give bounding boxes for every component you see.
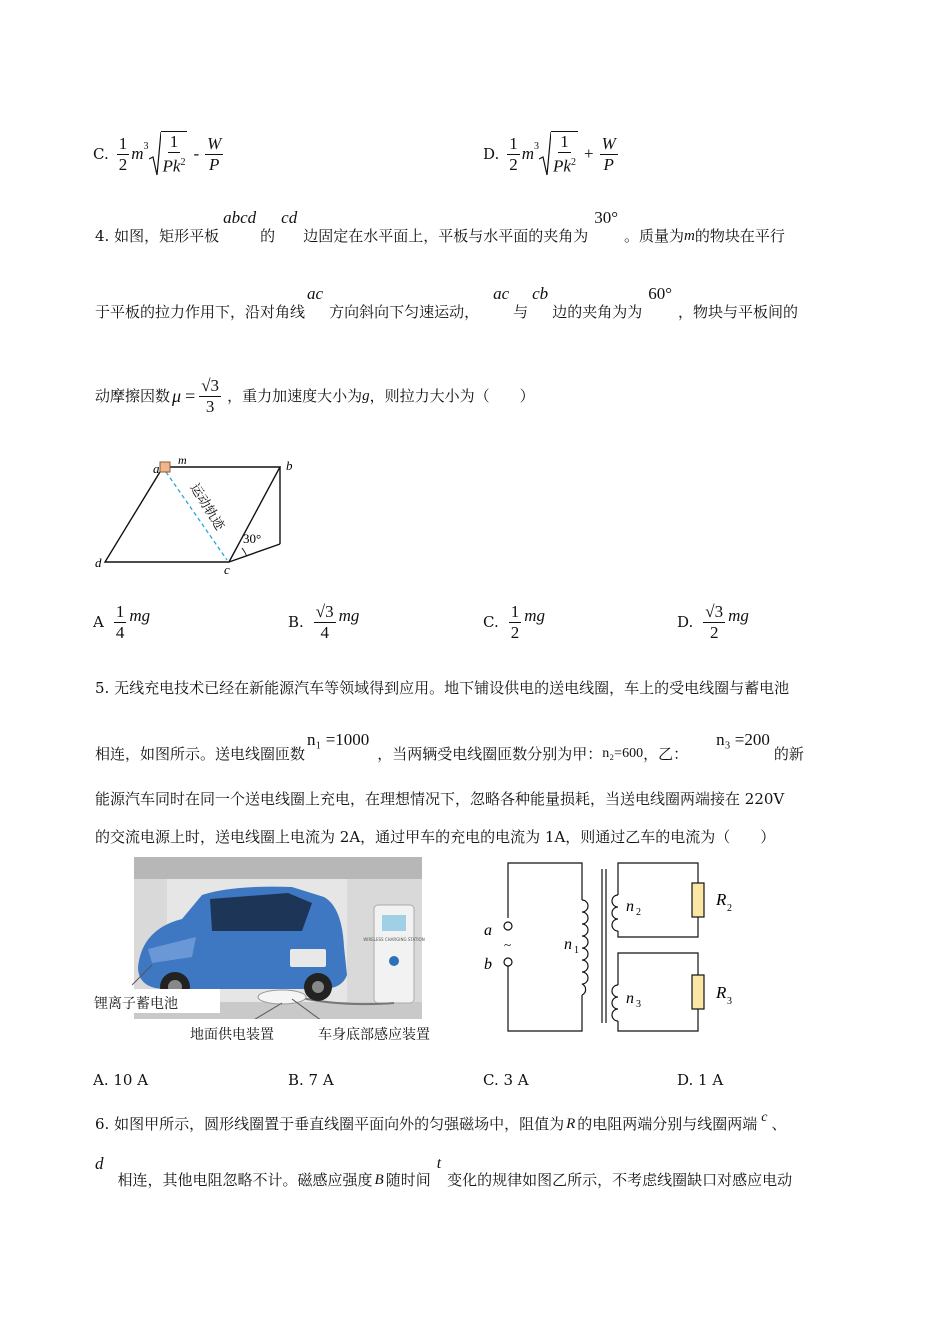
q3-d-half: $\frac{1}{2}$	[509, 133, 518, 174]
car-bottom-device-label: 车身底部感应装置	[318, 1027, 430, 1043]
battery-label: 锂离子蓄电池	[94, 996, 178, 1012]
q3-choice-c	[93, 128, 223, 180]
q3-c-wp: $\frac{W}{P}$	[207, 133, 222, 174]
resistor-r2	[692, 883, 704, 917]
q3-choice-d-label: D.	[483, 145, 500, 163]
q5-choice-a: A. 10 A	[93, 1071, 149, 1089]
terminal-b: b	[484, 956, 492, 973]
q4-choices	[93, 596, 873, 648]
q3-d-plus: +	[583, 144, 594, 163]
radical-sign-icon	[539, 131, 551, 177]
q4-line-1: 4. 如图，矩形平板 abcd 的 cd 边固定在水平面上，平板与水平面的夹角为 30° 。质量为 m 的物块在平行	[95, 208, 785, 245]
charger-logo-icon	[389, 956, 399, 966]
q5-line-1: 5. 无线充电技术已经在新能源汽车等领域得到应用。地下铺设供电的送电线圈，车上的受电线圈与蓄电池	[95, 679, 790, 697]
q5-line-2: 相连，如图所示。送电线圈匝数 n₁ =1000 ，当两辆受电线圈匝数分别为甲： n₂=600 ，乙： n₃ =200 的新	[95, 730, 804, 763]
terminal-a: a	[484, 922, 492, 939]
q3-choice-d	[483, 128, 618, 180]
q3-d-wp: $\frac{W}{P}$	[601, 133, 616, 174]
q3-d-root-index: 3	[534, 140, 540, 152]
label-track: 运动轨迹	[186, 481, 227, 534]
q4-inclined-plate-diagram	[90, 452, 305, 577]
label-r3: R	[716, 983, 727, 1002]
q3-choice-c-label: C.	[93, 145, 109, 163]
label-n1-sub: 1	[574, 945, 579, 956]
q4-line-2: 于平板的拉力作用下，沿对角线 ac 方向斜向下匀速运动， ac 与 cb 边的夹角为为 60° ，物块与平板间的	[95, 284, 799, 321]
q5-transformer-circuit	[478, 855, 738, 1035]
label-r3-sub: 3	[727, 996, 732, 1007]
q3-d-m: m	[521, 144, 535, 163]
radical-sign-icon	[149, 131, 161, 177]
q4-choice-d: D. $\frac{√3}{2}$ mg	[677, 601, 749, 642]
ev-charging-illustration	[92, 857, 452, 1049]
label-r2-sub: 2	[727, 903, 732, 914]
ground-device-label: 地面供电装置	[190, 1027, 274, 1043]
label-c: c	[224, 562, 230, 577]
q5-choice-b: B. 7 A	[288, 1071, 334, 1089]
q4-choice-b: B. $\frac{√3}{4}$ mg	[288, 601, 360, 642]
label-a: a	[153, 461, 160, 476]
label-n1: n	[564, 936, 572, 953]
label-d: d	[95, 555, 102, 570]
q4-choice-c: C. $\frac{1}{2}$ mg	[483, 601, 545, 642]
q5-wireless-charging-photo	[92, 857, 452, 1049]
ac-symbol: ~	[504, 937, 512, 952]
label-n2-sub: 2	[636, 907, 641, 918]
q4-line-3: 动摩擦因数 μ = $\frac{√3}{3}$ ，重力加速度大小为 g ，则拉力大小为（ ）	[95, 375, 535, 416]
label-angle-30: 30°	[243, 531, 262, 546]
q5-choice-d: D. 1 A	[677, 1071, 724, 1089]
q3-c-half: $\frac{1}{2}$	[118, 133, 128, 174]
q6-line-1: 6. 如图甲所示，圆形线圈置于垂直线圈平面向外的匀强磁场中，阻值为 R 的电阻两端分别与线圈两端 c 、	[95, 1110, 787, 1133]
label-n3: n	[626, 990, 634, 1007]
q3-c-minus: -	[193, 144, 200, 163]
q3-d-radical: $\frac{1}{Pk^2}$	[539, 131, 578, 177]
svg-text:WIRELESS CHARGING STATION: WIRELESS CHARGING STATION	[363, 937, 425, 942]
q5-line-4: 的交流电源上时，送电线圈上电流为 2A，通过甲车的充电的电流为 1A，则通过乙车的电流为（ ）	[95, 828, 776, 846]
q3-c-root-index: 3	[143, 140, 149, 152]
q5-choice-c: C. 3 A	[483, 1071, 529, 1089]
label-m: m	[178, 453, 187, 467]
label-r2: R	[716, 890, 727, 909]
q3-c-radical: $\frac{1}{Pk^2}$	[149, 131, 188, 177]
label-b: b	[286, 458, 293, 473]
q4-choice-a: A $\frac{1}{4}$ mg	[93, 601, 151, 642]
q5-line-3: 能源汽车同时在同一个送电线圈上充电，在理想情况下，忽略各种能量损耗，当送电线圈两端接在 220V	[95, 790, 785, 808]
resistor-r3	[692, 975, 704, 1009]
q4-mu-value: $\frac{√3}{3}$	[201, 375, 220, 416]
label-n2: n	[626, 898, 634, 915]
q3-c-m: m	[131, 144, 144, 163]
label-n3-sub: 3	[636, 999, 641, 1010]
q6-line-2: d 相连，其他电阻忽略不计。磁感应强度 B 随时间 t 变化的规律如图乙所示，不考虑线圈缺口对感应电动	[95, 1154, 793, 1189]
